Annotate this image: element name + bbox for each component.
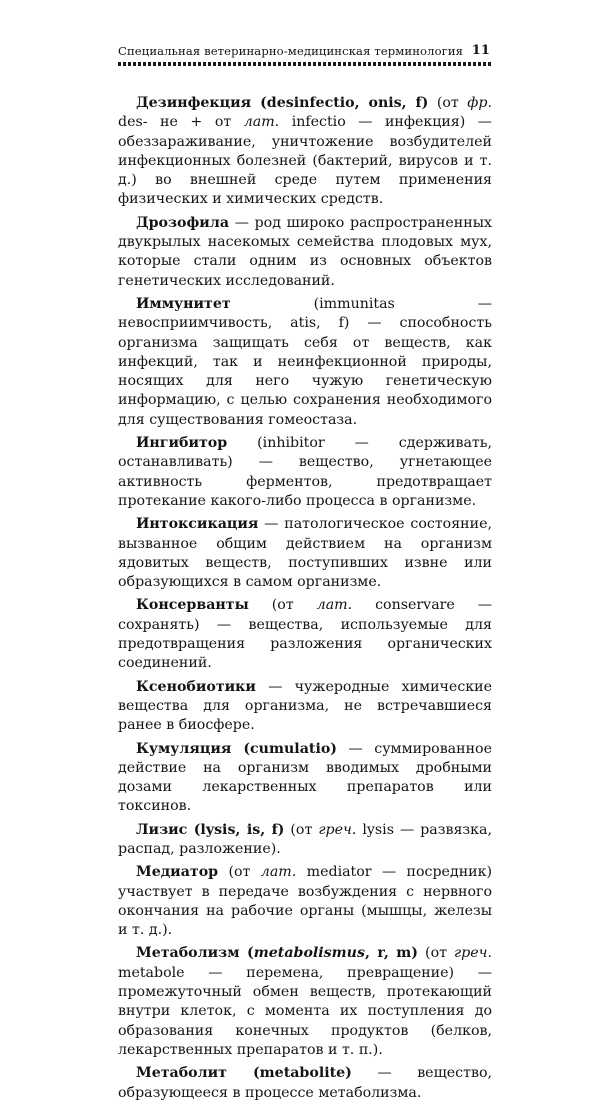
glossary-body [118,94,492,1107]
header-rule [118,62,492,66]
running-header [118,44,492,61]
entry-ksenobiotiki: Ксенобиотики — чужеродные химические вещества для организма, не встречавшиеся ранее в биосфере. [118,678,492,734]
term: Консерванты [136,597,249,614]
term: Ксенобиотики [136,678,256,695]
term: Дрозофила [136,214,230,231]
term: Кумуляция (cumulatio) [136,740,338,757]
entry-ingibitor: Ингибитор (inhibitor — сдерживать, останавливать) — вещество, угнетающее активность ферментов, предотвращает протекание какого-либо процесса в организме. [118,435,492,509]
term: Медиатор [136,864,219,881]
entry-lizis: Лизис (lysis, is, f) (от греч. lysis — развязка, распад, разложение). [118,821,492,857]
term: Метаболит (metabolite) [136,1065,352,1082]
entry-metabolit: Метаболит (metabolite) — вещество, образующееся в процессе метаболизма. [118,1065,492,1101]
term: Иммунитет [136,295,231,312]
entry-drozofila: Дрозофила — род широко распространенных двукрылых насекомых семейства плодовых мух, которые стали одним из основных объектов генетических исследований. [118,214,492,289]
running-title: Специальная ветеринарно-медицинская терминология [118,44,464,58]
entry-kumulyatsiya: Кумуляция (cumulatio) — суммированное действие на организм вводимых дробными дозами лекарственных препаратов или токсинов. [118,740,492,815]
term: Лизис (lysis, is, f) [136,821,285,838]
entry-metabolizm: Метаболизм (metabolismus, r, m) (от греч. metabole — перемена, превращение) — промежуточный обмен веществ, протекающий внутри клеток, с момента их поступления до образования конечных продуктов (белков, лекарственных препаратов и т. п.). [118,945,492,1058]
term: Метаболизм ( [136,945,254,962]
entry-intoksikatsiya: Интоксикация — патологическое состояние, вызванное общим действием на организм ядовитых веществ, поступивших извне или образующихся в самом организме. [118,516,492,591]
term: Дезинфекция (desinfectio, onis, f) [136,95,429,111]
entry-konservanty: Консерванты (от лат. conservare — сохранять) — вещества, используемые для предотвращения разложения органических соединений. [118,597,492,672]
entry-dezinfektsiya: Дезинфекция (desinfectio, onis, f) (от фр. des- не + от лат. infectio — инфекция) — обеззараживание, уничтожение возбудителей инфекционных болезней (бактерий, вирусов и т. д.) во внешней среде путем применения физических и химических средств. [118,95,492,208]
term: Интоксикация [136,516,259,533]
entry-immunitet: Иммунитет (immunitas — невосприимчивость, atis, f) — способность организма защищать себя от веществ, как инфекций, так и неинфекционной природы, носящих для него чужую генетическую информацию, с целью сохранения необходимого для существования гомеостаза. [118,295,492,428]
term: Ингибитор [136,435,228,452]
page-number: 11 [471,43,490,58]
entry-mediator: Медиатор (от лат. mediator — посредник) участвует в передаче возбуждения с нервного окончания на рабочие органы (мышцы, железы и т. д.). [118,864,493,939]
